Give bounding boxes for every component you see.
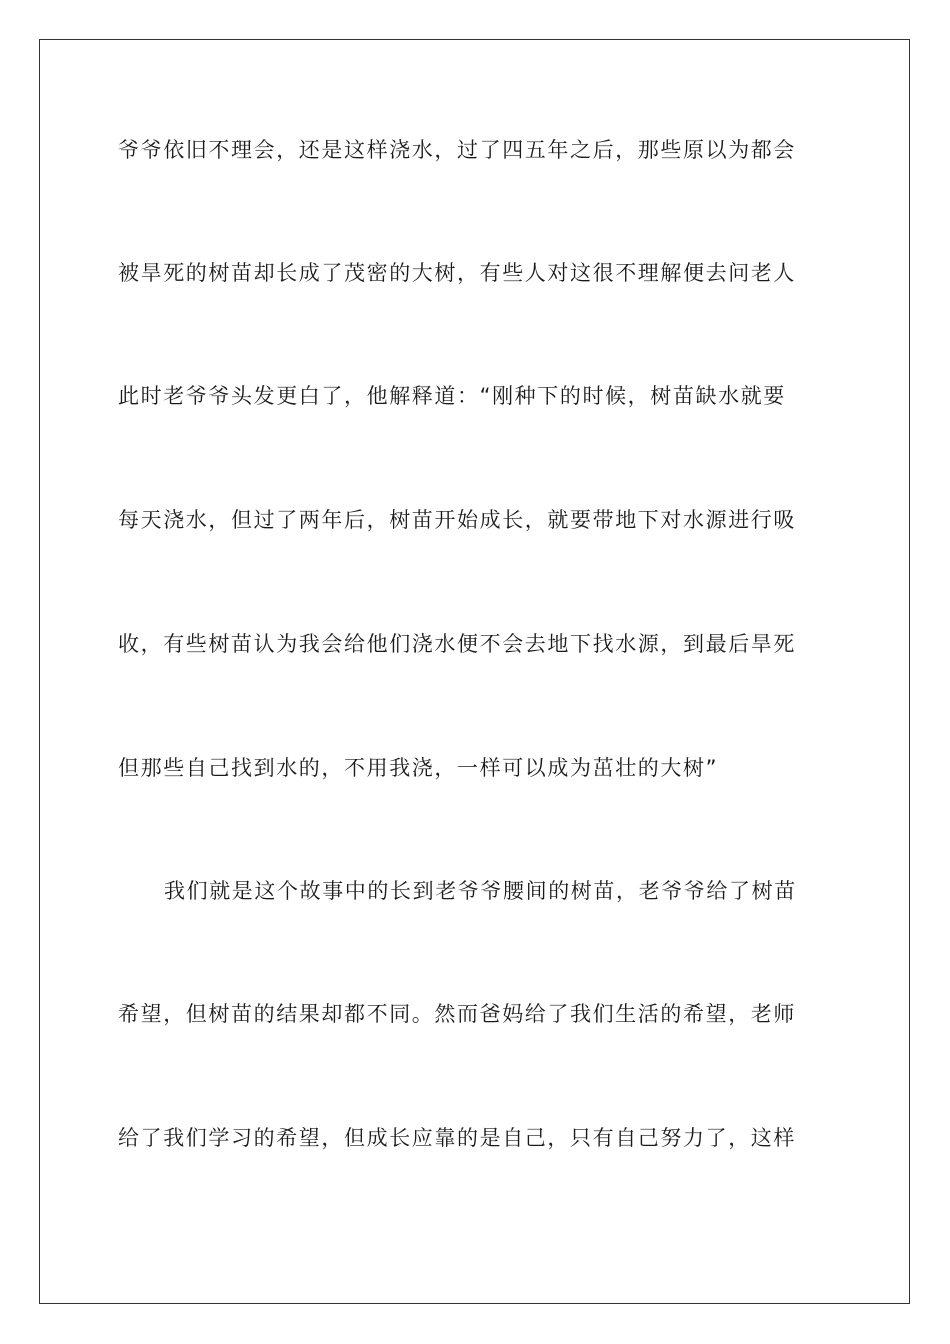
text-line-1: 爷爷依旧不理会，还是这样浇水，过了四五年之后，那些原以为都会: [118, 138, 796, 162]
text-line-2: 被旱死的树苗却长成了茂密的大树，有些人对这很不理解便去问老人: [118, 261, 796, 285]
text-line-5: 收，有些树苗认为我会给他们浇水便不会去地下找水源，到最后旱死: [118, 632, 796, 656]
text-line-8: 希望，但树苗的结果却都不同。然而爸妈给了我们生活的希望，老师: [118, 1002, 796, 1026]
text-line-3: 此时老爷爷头发更白了，他解释道：“刚种下的时候，树苗缺水就要: [118, 384, 786, 408]
page-border: [39, 39, 910, 1304]
paragraph-start-line: 我们就是这个故事中的长到老爷爷腰间的树苗，老爷爷给了树苗: [164, 879, 797, 903]
text-line-6: 但那些自己找到水的，不用我浇，一样可以成为茁壮的大树”: [118, 756, 719, 780]
text-line-9: 给了我们学习的希望，但成长应靠的是自己，只有自己努力了，这样: [118, 1126, 796, 1150]
text-line-4: 每天浇水，但过了两年后，树苗开始成长，就要带地下对水源进行吸: [118, 508, 796, 532]
